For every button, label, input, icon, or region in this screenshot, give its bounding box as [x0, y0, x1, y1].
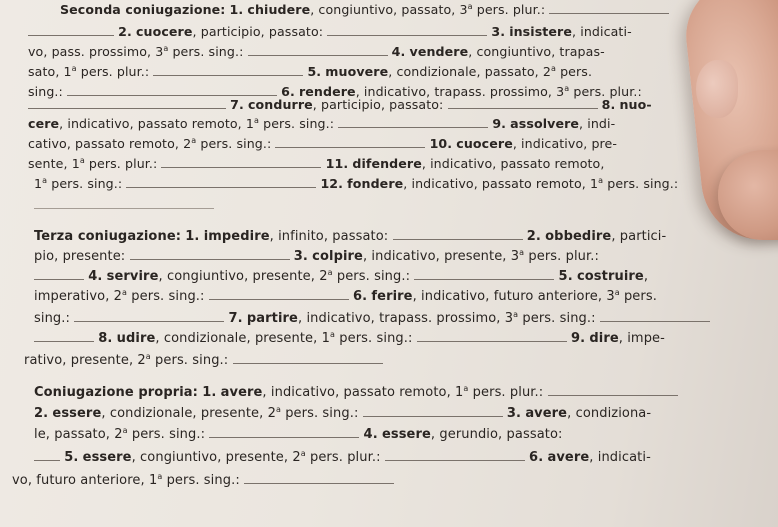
prompt-text: , condizionale, passato, [388, 64, 543, 79]
verb: udire [116, 331, 156, 346]
ordinal-sup: a [163, 44, 169, 53]
item-number: 4. [88, 269, 103, 284]
verb: cere [28, 116, 60, 131]
prompt-text: pers. sing.: [127, 427, 206, 442]
answer-blank[interactable] [414, 268, 554, 280]
prompt-text: pers. plur.: [468, 385, 544, 400]
ordinal-sup: a [519, 248, 525, 257]
prompt-text: sente, [28, 156, 72, 171]
ordinal-sup: a [191, 136, 197, 145]
person-number: 2 [113, 289, 123, 304]
person-number: 1 [148, 473, 158, 488]
verb: avere [220, 385, 263, 400]
prompt-text: le, passato, [34, 427, 115, 442]
answer-blank[interactable] [338, 116, 488, 128]
item-number: 6. [281, 84, 295, 99]
person-number: 2 [137, 353, 146, 368]
sec2-line-1 [60, 2, 669, 18]
ordinal-sup: a [513, 310, 519, 319]
sec2-line-4 [28, 64, 592, 80]
answer-blank[interactable] [448, 97, 598, 109]
verb: servire [106, 269, 159, 284]
ordinal-sup: a [157, 472, 163, 481]
prompt-text: pers. sing.: [332, 269, 411, 284]
sec3-line-5 [34, 310, 710, 327]
prompt-text: , condizionale, presente, [101, 406, 268, 421]
item-number: 12. [320, 176, 344, 191]
sec2-line-10 [34, 176, 678, 192]
sec3-line-3 [34, 268, 648, 285]
prompt-text: , gerundio, passato: [430, 427, 563, 442]
prompt-text: , indicativo, futuro anteriore, [412, 289, 607, 304]
sec3-line-2 [34, 248, 599, 265]
prompt-text: , infinito, passato: [269, 229, 389, 244]
answer-blank[interactable] [34, 330, 94, 342]
prompt-text: pers. sing.: [259, 116, 335, 131]
item-number: 3. [491, 24, 506, 39]
prompt-text: , indi- [579, 116, 616, 131]
answer-blank[interactable] [130, 248, 290, 260]
item-number: 2. [118, 24, 132, 39]
prompt-text: pers. plur.: [305, 450, 381, 465]
ordinal-sup: a [327, 268, 333, 277]
answer-blank[interactable] [74, 310, 224, 322]
section-heading: Coniugazione propria: [34, 385, 198, 400]
ordinal-sup: a [463, 384, 469, 393]
prompt-text: , condiziona- [567, 406, 652, 421]
ordinal-sup: a [79, 156, 85, 165]
item-number: 9. [570, 331, 586, 346]
verb: fondere [347, 176, 404, 191]
verb: cuocere [456, 136, 513, 151]
ordinal-sup: a [122, 288, 128, 297]
fingernail-image [696, 60, 738, 118]
item-number: 3. [293, 249, 308, 264]
item-number: 11. [325, 156, 349, 171]
prompt-text: , indicativo, passato remoto, [59, 116, 246, 131]
person-number: 3 [606, 289, 615, 304]
prompt-text: , indicati- [572, 24, 632, 39]
prompt-text: pers. [555, 64, 593, 79]
person-number: 3 [510, 249, 520, 264]
item-number: 7. [228, 311, 243, 326]
prompt-text: pers. plur.: [472, 2, 546, 17]
answer-blank[interactable] [161, 156, 321, 168]
person-number: 3 [556, 84, 565, 99]
verb: muovere [325, 64, 389, 79]
verb: essere [82, 450, 132, 465]
ordinal-sup: a [275, 405, 281, 414]
section-heading: Terza coniugazione: [34, 229, 182, 244]
verb: rendere [298, 84, 356, 99]
prompt-text: pio, presente: [34, 249, 126, 264]
prompt-text: sing.: [28, 84, 63, 99]
ordinal-sup: a [550, 64, 556, 73]
ordinal-sup: a [598, 176, 604, 185]
person-number: 1 [321, 331, 330, 346]
verb: essere [381, 427, 431, 442]
prompt-text: sing.: [34, 311, 70, 326]
answer-blank[interactable] [327, 24, 487, 36]
answer-blank[interactable] [363, 405, 503, 417]
person-number: 1 [34, 176, 43, 191]
answer-blank[interactable] [34, 449, 60, 461]
prompt-text: pers. sing.: [280, 406, 359, 421]
item-number: 4. [391, 44, 406, 59]
person-number: 2 [292, 450, 301, 465]
sec2-line-3 [28, 44, 605, 60]
item-number: 5. [558, 269, 573, 284]
answer-blank[interactable] [548, 384, 678, 396]
verb: vendere [409, 44, 469, 59]
person-number: 3 [459, 2, 468, 17]
person-number: 1 [63, 64, 72, 79]
item-number: 2. [526, 229, 541, 244]
verb: assolvere [510, 116, 580, 131]
prompt-text: , indicativo, passato remoto, [403, 176, 590, 191]
sec4-line-5 [12, 472, 394, 489]
prompt-text: pers. [619, 289, 657, 304]
sec2-line-6 [28, 97, 652, 113]
answer-blank[interactable] [153, 64, 303, 76]
prompt-text: pers. sing.: [127, 289, 205, 304]
person-number: 3 [155, 44, 164, 59]
item-number: 1. [185, 229, 200, 244]
answer-blank[interactable] [28, 24, 114, 36]
ordinal-sup: a [564, 84, 570, 93]
verb: obbedire [545, 229, 612, 244]
sec2-line-7 [28, 116, 615, 132]
prompt-text: pers. sing.: [168, 44, 244, 59]
prompt-text: cativo, passato remoto, [28, 136, 184, 151]
prompt-text: , indicativo, passato remoto, [421, 156, 605, 171]
prompt-text: , [643, 269, 649, 284]
verb: avere [525, 406, 568, 421]
item-number: 8. [601, 97, 616, 112]
item-number: 4. [363, 427, 378, 442]
ordinal-sup: a [254, 116, 260, 125]
ordinal-sup: a [71, 64, 77, 73]
verb: partire [246, 311, 298, 326]
sec3-line-4 [34, 288, 657, 305]
person-number: 2 [183, 136, 192, 151]
ordinal-sup: a [467, 2, 473, 11]
item-number: 10. [429, 136, 453, 151]
sec4-line-1 [34, 384, 678, 401]
sec2-line-9 [28, 156, 604, 172]
verb: nuo- [619, 97, 652, 112]
prompt-text: pers. plur.: [76, 64, 150, 79]
answer-blank[interactable] [549, 2, 669, 14]
item-number: 6. [529, 450, 544, 465]
item-number: 6. [352, 289, 368, 304]
verb: ferire [371, 289, 413, 304]
answer-blank[interactable] [34, 208, 214, 209]
prompt-text: pers. sing.: [150, 353, 229, 368]
item-number: 8. [98, 331, 113, 346]
answer-blank[interactable] [385, 449, 525, 461]
answer-blank[interactable] [417, 330, 567, 342]
sec3-line-7 [24, 352, 383, 369]
ordinal-sup: a [330, 330, 336, 339]
prompt-text: vo, futuro anteriore, [12, 473, 149, 488]
prompt-text: , congiuntivo, presente, [131, 450, 293, 465]
ordinal-sup: a [614, 288, 620, 297]
answer-blank[interactable] [393, 228, 523, 240]
prompt-text: , indicativo, passato remoto, [262, 385, 456, 400]
answer-blank[interactable] [126, 176, 316, 188]
answer-blank[interactable] [244, 472, 394, 484]
answer-blank[interactable] [233, 352, 383, 364]
answer-blank[interactable] [209, 288, 349, 300]
prompt-text: pers. plur.: [569, 84, 642, 99]
person-number: 2 [319, 269, 328, 284]
person-number: 1 [245, 116, 254, 131]
prompt-text: , indicati- [589, 450, 651, 465]
prompt-text: , participio, passato: [192, 24, 324, 39]
prompt-text: , congiuntivo, passato, [310, 2, 460, 17]
verb: condurre [247, 97, 313, 112]
item-number: 1. [202, 385, 217, 400]
person-number: 1 [455, 385, 464, 400]
item-number: 5. [64, 450, 79, 465]
prompt-text: pers. sing.: [603, 176, 679, 191]
verb: difendere [352, 156, 422, 171]
prompt-text: pers. sing.: [162, 473, 240, 488]
ordinal-sup: a [300, 449, 306, 458]
section-heading: Seconda coniugazione: [60, 2, 226, 17]
prompt-text: , indicativo, pre- [512, 136, 618, 151]
person-number: 3 [504, 311, 514, 326]
sec2-line-2 [28, 24, 632, 40]
answer-blank[interactable] [34, 268, 84, 280]
prompt-text: pers. sing.: [335, 331, 413, 346]
prompt-text: , partici- [611, 229, 667, 244]
person-number: 2 [267, 406, 276, 421]
sec4-line-2 [34, 405, 651, 422]
ordinal-sup: a [42, 176, 48, 185]
prompt-text: vo, pass. prossimo, [28, 44, 156, 59]
person-number: 1 [71, 156, 80, 171]
verb: impedire [203, 229, 270, 244]
answer-blank[interactable] [248, 44, 388, 56]
prompt-text: rativo, presente, [24, 353, 138, 368]
item-number: 5. [307, 64, 322, 79]
answer-blank[interactable] [600, 310, 710, 322]
prompt-text: , indicativo, trapass. prossimo, [355, 84, 557, 99]
prompt-text: , congiuntivo, trapas- [468, 44, 605, 59]
answer-blank[interactable] [28, 97, 226, 109]
prompt-text: pers. sing.: [196, 136, 272, 151]
person-number: 2 [114, 427, 123, 442]
sec4-line-4 [34, 449, 651, 466]
answer-blank[interactable] [275, 136, 425, 148]
prompt-text: pers. plur.: [84, 156, 158, 171]
ordinal-sup: a [145, 352, 151, 361]
prompt-text: , impe- [618, 331, 665, 346]
verb: cuocere [135, 24, 193, 39]
verb: costruire [576, 269, 644, 284]
prompt-text: , indicativo, presente, [362, 249, 511, 264]
ordinal-sup: a [122, 426, 128, 435]
verb: avere [547, 450, 590, 465]
prompt-text: pers. plur.: [524, 249, 599, 264]
verb: essere [52, 406, 102, 421]
answer-blank[interactable] [67, 84, 277, 96]
item-number: 9. [492, 116, 507, 131]
verb: insistere [509, 24, 573, 39]
prompt-text: , congiuntivo, presente, [158, 269, 320, 284]
item-number: 1. [229, 2, 244, 17]
prompt-text: pers. sing.: [518, 311, 596, 326]
sec4-line-3 [34, 426, 563, 443]
answer-blank[interactable] [209, 426, 359, 438]
prompt-text: , indicativo, trapass. prossimo, [297, 311, 505, 326]
item-number: 7. [230, 97, 244, 112]
prompt-text: imperativo, [34, 289, 114, 304]
person-number: 2 [542, 64, 551, 79]
item-number: 2. [34, 406, 49, 421]
verb: dire [589, 331, 619, 346]
prompt-text: , condizionale, presente, [155, 331, 322, 346]
verb: colpire [312, 249, 363, 264]
prompt-text: , participio, passato: [312, 97, 444, 112]
sec3-line-1 [34, 228, 666, 245]
sec2-line-8 [28, 136, 617, 152]
sec3-line-6 [34, 330, 665, 347]
prompt-text: pers. sing.: [47, 176, 123, 191]
person-number: 1 [589, 176, 599, 191]
item-number: 3. [506, 406, 522, 421]
verb: chiudere [247, 2, 311, 17]
prompt-text: sato, [28, 64, 64, 79]
